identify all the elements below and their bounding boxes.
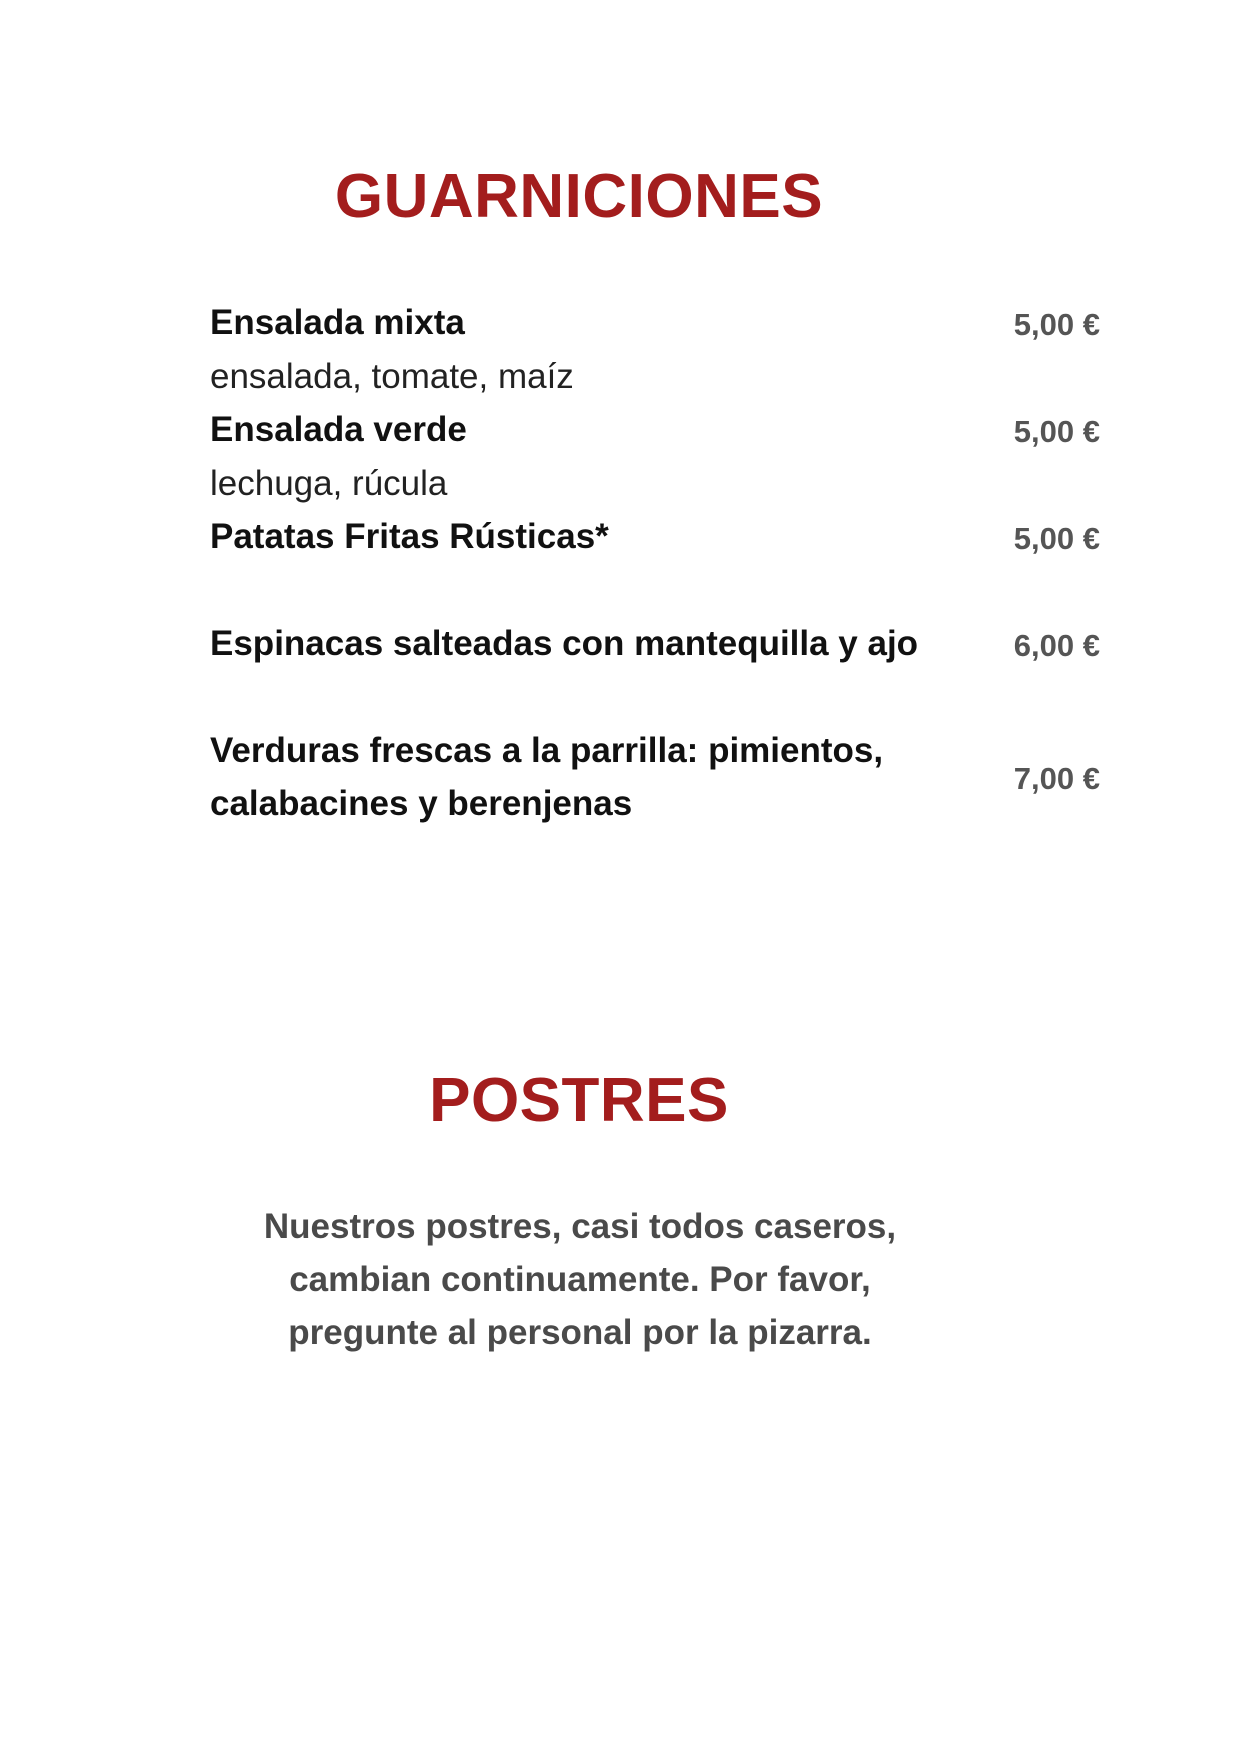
item-price-patatas-fritas: 5,00 €	[1013, 521, 1100, 556]
item-name-espinacas: Espinacas salteadas con mantequilla y ajo	[210, 624, 919, 663]
postres-note-line1: Nuestros postres, casi todos caseros,	[263, 1207, 897, 1246]
item-name-ensalada-mixta: Ensalada mixta	[210, 303, 465, 342]
item-name-ensalada-verde: Ensalada verde	[210, 410, 467, 449]
item-name-verduras-line1: Verduras frescas a la parrilla: pimientos,	[210, 731, 884, 770]
postres-note-line2: cambian continuamente. Por favor,	[289, 1260, 871, 1299]
postres-title: POSTRES	[429, 1066, 729, 1135]
item-price-ensalada-verde: 5,00 €	[1013, 414, 1100, 449]
item-name-patatas-fritas: Patatas Fritas Rústicas*	[210, 517, 609, 556]
postres-note	[180, 1200, 980, 1359]
item-price-verduras: 7,00 €	[1013, 761, 1100, 796]
postres-note-line3: pregunte al personal por la pizarra.	[288, 1313, 872, 1352]
item-name-verduras-line2: calabacines y berenjenas	[210, 784, 633, 823]
item-price-espinacas: 6,00 €	[1013, 628, 1100, 663]
item-description-ensalada-mixta: ensalada, tomate, maíz	[210, 357, 574, 396]
guarniciones-title: GUARNICIONES	[334, 162, 824, 231]
item-price-ensalada-mixta: 5,00 €	[1013, 307, 1100, 342]
item-description-ensalada-verde: lechuga, rúcula	[210, 464, 448, 503]
